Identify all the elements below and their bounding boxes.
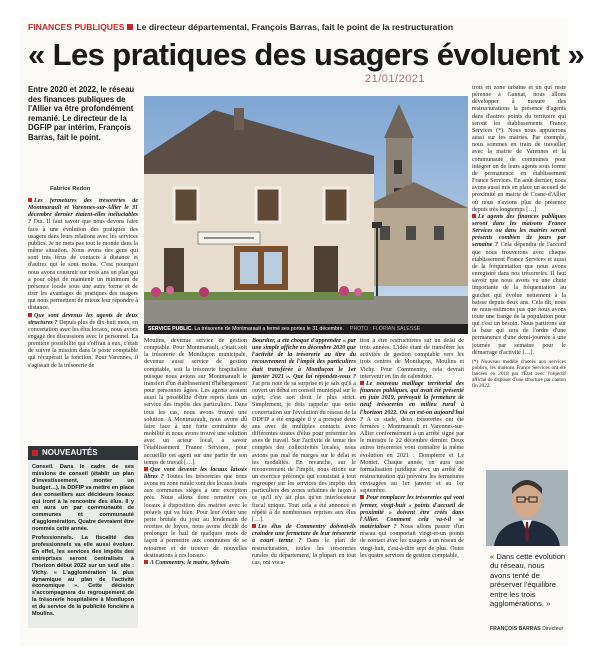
question-marker-icon [252, 524, 256, 528]
column-1 [28, 198, 138, 442]
sidebar-heading [28, 446, 138, 460]
caption-label: SERVICE PUBLIC. [148, 326, 193, 332]
building-photo-illustration [144, 96, 468, 324]
lead-paragraph: Entre 2020 et 2022, le réseau des finances publiques de l'Allier va être profondément remanié. Le directeur de la DGFIP par intérim, François Barras, fait le point. [28, 85, 135, 142]
column-2 [144, 338, 247, 628]
question: Le agents des finances publiques seront dans les maisons France Services ou dans les mairies seront présents combien de jours par semaine ? [472, 213, 566, 249]
kicker [28, 22, 563, 32]
quote-author-name: FRANÇOIS BARRAS [490, 626, 541, 632]
question: Que vont devenir les locaux laissés libres ? [144, 466, 247, 480]
answer: J'ai pris note de sa surprise et je sais qu'il a ouvert un débat en conseil municipal sur le sujet, c'est son droit le plus strict. Simplement, je dois rappeler que cette concertation sur l'évolution du réseau de la DDFIP a été engagée il y a presque deux ans avec de multiples contacts avec différentes strates d'élus pour présenter les axes de travail. Sur l'activité de tenue des comptes des collectivités locales, nous avions pas mal de marges sur le délai et les modalités. En revanche, sur le recouvrement de l'impôt, nous étions sur un exercice préconçu qui consistait à tout regrouper sur les services des impôts des particuliers des zones urbaines de façon à ce qu'il n'y ait plus qu'un interlocuteur fiscal unique. Tout cela a été annoncé et répété à de nombreuses reprises aux élus […]. [252, 380, 356, 523]
sidebar-paragraph: La fiscalité des professionnels va elle aussi évoluer. En effet, les services des impôts des entreprises seront centralisés à l'horizon début 2022 sur un seul site : Vichy. « L'agglomération la plus dynamique au plan de l'activité économique ». Cette décision s'accompagnera du regroupement de la trésorerie hospitalière à Montluçon et du service de la publicité foncière à Moulins. [32, 535, 134, 618]
answer: Nous allons passer d'un réseau qui comportait vingt-et-un points de contact avec les usagers à un réseau de vingt-huit, c'est-à-dire sept de plus. Outre les quatre services de gestion comptable, [360, 524, 464, 559]
answer: Cela dépendra de l'accord que nous trouverons avec chaque établissement France Services et aussi de la fréquentation que nous avons enregistré dans nos trésoreries. Il faut savoir que nous avons vu une chute importante de la fréquentation au guichet qui évolue nettement à la baisse depuis deux ans. Cela dit, nous ne nous-estimons pas que nous avons toute une frange de la population pour qui c'est un besoin. Nous partirons sur la base qui sera de l'ordre d'une permanence d'une demi-journée à une journée par semaine pour le démarrage d'activité […]. [472, 242, 566, 356]
section-label: FINANCES PUBLIQUES [28, 22, 125, 32]
pull-quote: « Dans cette évolution du réseau, nous avons tenté de préserver l'équilibre entre les trois agglomérations. » [490, 552, 566, 609]
photo-credit: PHOTO : FLORIAN SALESSE [349, 326, 421, 332]
answer: Dans le plan de restructuration, toutes les trésoreries rurales du département, la plupart en tout cas, ont voca- [252, 538, 356, 566]
question-marker-icon [472, 214, 476, 218]
question-marker-icon [360, 495, 364, 499]
answer: Moulins, devenue service de gestion comptable. Pour Montmarault, c'était soit la trésorerie de Montluçon municipale, devenue aussi service de gestion comptable, soit la trésorerie hospitalière puisque nous avions sur Montmarault le transfert d'un établissement d'hébergement pour personnes âgées. Les agents avaient aussi la possibilité d'être repris dans un service des impôts des particuliers. Dans tous les cas, nous avons trouvé une solution. A Montmarault, nous avons dû faire face à une forte contrainte de mobilité et nous avons trouvé une solution avec un acteur local, à savoir l'établissement France Services, pour accueillir cet agent sur une partie de son temps de travail […]. [144, 338, 247, 466]
heading-square-icon [32, 450, 38, 456]
question: Pour remplacer les trésoreries qui vont fermer, vingt-huit « points d'accueil de proximité » doivent être créés dans l'Allier. Comment cela va-t-il se matérialiser ? [360, 495, 464, 531]
question-marker-icon [28, 198, 32, 202]
question: Bourdier, a été choqué d'apprendre « par une simple affiche en décembre 2020 que l'activité de la trésorerie au titre du recouvrement de l'impôt des particuliers était transférée à Montluçon le 1er janvier 2021 ». Que lui répondez-vous ? [252, 338, 356, 380]
sidebar-box [28, 446, 138, 628]
column-3 [252, 338, 356, 628]
newspaper-page [20, 18, 585, 646]
answer: Depuis plus de dix-huit mois, en concertation avec les élus locaux, nous avons engagé des discussions avec le personnel. La première possibilité qui s'offrait à eux, c'était de suivre la mission dans le poste comptable qui récupérait la fonction. Pour Varennes, il s'agissait de la trésorerie de [28, 319, 138, 369]
headline: « Les pratiques des usagers évoluent » [28, 37, 585, 72]
sidebar-label: Professionnels. [32, 535, 74, 542]
sidebar-label: Conseil. [32, 464, 54, 470]
sidebar-body [32, 464, 134, 620]
question: Le nouveau maillage territorial des finances publiques, qui avait été présenté en juin 2019, prévoyait la fermeture de neuf trésoreries en milieu rural à l'horizon 2022. Où en est-on aujourd'hui ? [360, 380, 464, 423]
answer: tion à être restructurées sur un délai de trois années. L'idée étant de transférer les activités de gestion comptable vers les trois centres de Montluçon, Moulins et Vichy. Pour Commentry, cela devrait intervenir en fin de calendrier. [360, 338, 464, 380]
question: Que sont devenus les agents de deux structures ? [28, 312, 138, 326]
answer: A ce stade, deux trésoreries ont été fermées : Montmarault et Varennes-sur-Allier conformément à un arrêté signé par le ministre le 22 décembre dernier. Deux autres trésoreries vont connaître la même évolution en 2021 : Dompierre et Le Montet. Chaque année, on aura une formalisation juridique avec un arrêté de restructuration qui prévoira les fermetures envisagées au 1er janvier et au 1er septembre. [360, 416, 464, 495]
footnote: (*) Nouveau modèle d'accès aux services publics, les maisons France Services ont été lancées en 2018 par l'État avec l'objectif affiché de disposer d'une structure par canton fin 2022. [472, 358, 566, 389]
column-5 [472, 85, 566, 467]
column-4 [360, 338, 464, 628]
article-photo [144, 96, 468, 324]
question: Les fermetures des trésoreries de Montmarault et Varennes-sur-Allier le 31 décembre dernier étaient-elles inéluctables ? [28, 198, 138, 226]
person-portrait-illustration [486, 470, 568, 546]
question-marker-icon [28, 313, 32, 317]
question-marker-icon [144, 560, 148, 564]
kicker-title: Le directeur départemental, François Barras, fait le point de la restructuration [136, 22, 454, 32]
question: Les élus de Commentry doivent-ils craindre une fermeture de leur trésorerie à court terme ? [252, 524, 356, 545]
question-marker-icon [360, 381, 364, 385]
answer: trois en zone urbaine et un qui reste pérenne à Gannat, nous allons développer à mesure des restructurations la présence d'agents dans d'autres points du territoire qui seront les établissements France Services (*). Nous nous appuierons aussi sur les mairies. Par exemple, nous sommes en train de travailler avec la mairie de Varennes et la communauté de communes pour intégrer un de leurs agents sous forme de permanence en établissement France Services. En août dernier, nous avons aussi mis en place un accueil de proximité en mairie de Cosne-d'Allier où nous n'avions plus de présence depuis très longtemps […] [472, 85, 566, 213]
quote-author [490, 626, 568, 632]
quote-author-role: Directeur [542, 626, 564, 632]
photo-caption [144, 324, 468, 334]
answer: Toutes les trésoreries que nous avons en zone rurale sont des locaux loués aux communes sièges à une exception près. Nous allons donc remettre ces locaux à disposition des mairies avec le préavis qui va bien. Pour leur éviter une perte brutale du jour au lendemain de recettes de loyers, nous avons décidé de prolonger le bail de quelques mois de façon à permettre aux communes de se retourner et de trouver de nouvelles destinations à ces locaux. [144, 473, 247, 559]
kicker-square-icon [127, 24, 133, 30]
question-marker-icon [144, 467, 148, 471]
question: A Commentry, le maire, Sylvain [150, 559, 230, 566]
caption-text: La trésorerie de Montmarault a fermé ses portes le 31 décembre. [194, 326, 344, 332]
byline: Fabrice Redon [50, 186, 91, 192]
sidebar-heading-text: NOUVEAUTÉS [42, 448, 98, 457]
date-stamp: 21/01/2021 [365, 73, 426, 85]
sidebar-paragraph: Dans le cadre de ses missions de conseil (établir un plan d'investissement, monter un budget…), la DDFIP va mettre en place des conseillers aux décideurs locaux qui iront à la rencontre des élus. Il y en aura un par communauté de communes et communauté d'agglomération. Quatre devraient être nommés cette année. [32, 464, 134, 533]
portrait-photo [486, 470, 568, 546]
answer: Oui. Il faut savoir que nous devons faire face à une évolution des pratiques des usagers dans leurs relations avec les services publics. Je ne mets pas tout le monde dans la même situation. Nous avons des gens qui sont très férus de contacts à distance et d'autres qui le sont moins. C'est pourquoi nous avons construit sur trois ans un plan qui a pour objet de maintenir un minimum de présence locale sous une autre forme et de tirer les avantages de pratiques des usagers qui nous permettent de mieux leur répondre à distance. [28, 219, 138, 312]
